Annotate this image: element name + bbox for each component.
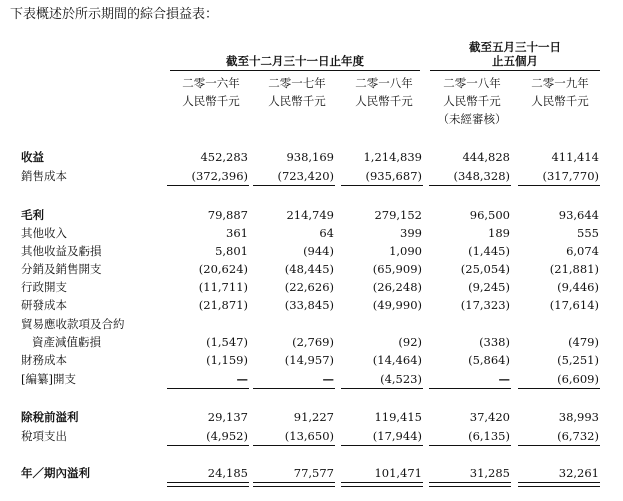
col-year-2017: 二零一七年 [268,76,326,90]
cell-value: 38,993 [558,410,599,424]
group-header-rule-2 [430,70,600,71]
row-label-selling-expenses: 分銷及銷售開支 [21,262,102,276]
cell-value: (17,323) [460,298,510,312]
cell-value: (21,871) [198,298,248,312]
cell-value: (479) [568,335,599,349]
cell-value: — [498,372,510,386]
cell-value: (11,711) [198,280,248,294]
cell-value: (13,650) [284,429,334,443]
cell-value: 279,152 [374,208,422,222]
cell-value: (1,445) [468,244,510,258]
total-double-rule [167,482,249,487]
cell-value: 101,471 [374,466,422,480]
row-label-impairment: 資產減值虧損 [32,335,101,349]
cell-value: 96,500 [469,208,510,222]
cell-value: (17,614) [549,298,599,312]
cell-value: 6,074 [566,244,599,258]
cell-value: (348,328) [453,169,510,183]
row-label-other-income: 其他收入 [21,226,67,240]
col-year-2018: 二零一八年 [355,76,413,90]
group-header-five-months-line1: 截至五月三十一日 [469,40,561,54]
cell-value: 555 [577,226,599,240]
col-year-2019-5m: 二零一九年 [531,76,589,90]
subtotal-rule [518,388,600,389]
group-header-rule-1 [170,70,420,71]
cell-value: (1,159) [206,353,248,367]
cell-value: (723,420) [277,169,334,183]
cell-value: (2,769) [292,335,334,349]
subtotal-rule [341,388,423,389]
cell-value: 1,214,839 [363,150,422,164]
cell-value: (6,732) [557,429,599,443]
cell-value: (6,609) [557,372,599,386]
cell-value: (6,135) [468,429,510,443]
cell-value: (14,957) [284,353,334,367]
subtotal-rule [429,388,511,389]
row-label-cost-of-sales: 銷售成本 [21,169,67,183]
cell-value: 411,414 [551,150,599,164]
cell-value: (14,464) [372,353,422,367]
col-year-2018-5m: 二零一八年 [443,76,501,90]
cell-value: (4,523) [380,372,422,386]
cell-value: 91,227 [293,410,334,424]
cell-value: 189 [488,226,510,240]
row-label-gross-profit: 毛利 [21,208,44,222]
cell-value: (5,251) [557,353,599,367]
col-year-2016: 二零一六年 [182,76,240,90]
subtotal-rule [341,185,423,186]
cell-value: (25,054) [460,262,510,276]
total-double-rule [518,482,600,487]
cell-value: 119,415 [374,410,422,424]
cell-value: 938,169 [286,150,334,164]
cell-value: — [236,372,248,386]
total-double-rule [253,482,335,487]
cell-value: (9,446) [557,280,599,294]
row-label-redacted-expenses: [編纂]開支 [21,372,76,386]
subtotal-rule [518,445,600,446]
row-label-trade-receivables: 貿易應收款項及合約 [21,317,125,331]
row-label-tax-expense: 稅項支出 [21,429,67,443]
cell-value: (22,626) [284,280,334,294]
cell-value: (17,944) [372,429,422,443]
cell-value: 77,577 [293,466,334,480]
row-label-rnd-costs: 研發成本 [21,298,67,312]
cell-value: 24,185 [207,466,248,480]
cell-value: 361 [226,226,248,240]
cell-value: (26,248) [372,280,422,294]
cell-value: 37,420 [469,410,510,424]
col-unit-2019-5m: 人民幣千元 [531,94,589,108]
subtotal-rule [253,445,335,446]
cell-value: (4,952) [206,429,248,443]
subtotal-rule [253,388,335,389]
cell-value: 29,137 [207,410,248,424]
row-label-admin-expenses: 行政開支 [21,280,67,294]
col-note-unaudited: （未經審核） [437,112,507,126]
cell-value: 32,261 [558,466,599,480]
cell-value: (9,245) [468,280,510,294]
cell-value: 79,887 [207,208,248,222]
subtotal-rule [167,388,249,389]
cell-value: (21,881) [549,262,599,276]
cell-value: — [322,372,334,386]
intro-text: 下表概述於所示期間的綜合損益表： [10,7,219,22]
cell-value: (49,990) [372,298,422,312]
cell-value: (944) [303,244,334,258]
cell-value: 214,749 [286,208,334,222]
col-unit-2016: 人民幣千元 [182,94,240,108]
cell-value: 452,283 [200,150,248,164]
cell-value: 5,801 [215,244,248,258]
cell-value: (338) [479,335,510,349]
cell-value: (33,845) [284,298,334,312]
row-label-finance-costs: 財務成本 [21,353,67,367]
cell-value: 93,644 [558,208,599,222]
total-double-rule [429,482,511,487]
col-unit-2018-5m: 人民幣千元 [443,94,501,108]
cell-value: (92) [398,335,422,349]
group-header-five-months-line2: 止五個月 [492,54,538,68]
cell-value: (65,909) [372,262,422,276]
row-label-other-gains: 其他收益及虧損 [21,244,102,258]
row-label-profit-for-period: 年／期內溢利 [21,466,90,480]
cell-value: 1,090 [389,244,422,258]
cell-value: (935,687) [365,169,422,183]
cell-value: (20,624) [198,262,248,276]
row-label-revenue: 收益 [21,150,44,164]
subtotal-rule [429,185,511,186]
group-header-year-ended: 截至十二月三十一日止年度 [226,54,364,68]
subtotal-rule [429,445,511,446]
cell-value: 31,285 [469,466,510,480]
cell-value: 64 [319,226,334,240]
row-label-profit-before-tax: 除稅前溢利 [21,410,79,424]
cell-value: (5,864) [468,353,510,367]
cell-value: (48,445) [284,262,334,276]
cell-value: (372,396) [191,169,248,183]
cell-value: 399 [400,226,422,240]
cell-value: (1,547) [206,335,248,349]
subtotal-rule [341,445,423,446]
total-double-rule [341,482,423,487]
subtotal-rule [167,185,249,186]
subtotal-rule [518,185,600,186]
cell-value: 444,828 [462,150,510,164]
col-unit-2018: 人民幣千元 [355,94,413,108]
cell-value: (317,770) [542,169,599,183]
subtotal-rule [253,185,335,186]
subtotal-rule [167,445,249,446]
col-unit-2017: 人民幣千元 [268,94,326,108]
